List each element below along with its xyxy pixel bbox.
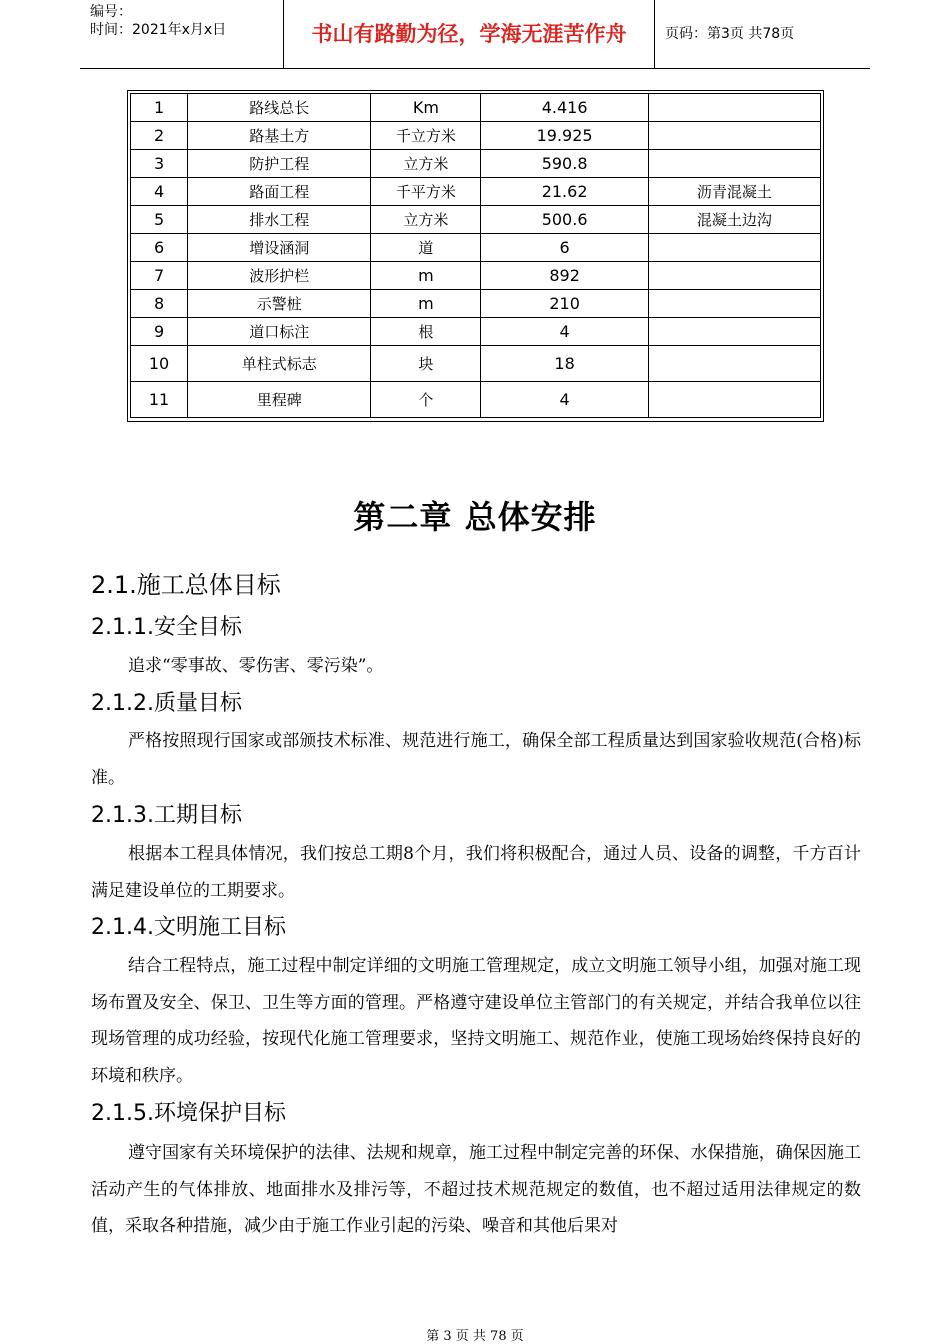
item-name-cell: 里程碑 xyxy=(188,382,371,418)
time-label: 时间：2021年x月x日 xyxy=(90,22,227,38)
page-footer: 第 3 页 共 78 页 xyxy=(426,1329,524,1344)
table-row xyxy=(131,94,821,122)
remark-cell xyxy=(648,150,820,178)
table-row xyxy=(131,262,821,290)
remark-cell xyxy=(648,94,820,122)
quantity-cell: 6 xyxy=(481,234,648,262)
quantity-table-frame xyxy=(127,90,824,422)
remark-cell xyxy=(648,262,820,290)
quantity-cell: 210 xyxy=(481,290,648,318)
paragraph-civilized-construction: 结合工程特点，施工过程中制定详细的文明施工管理规定，成立文明施工领导小组，加强对施工现场布置及安全、保卫、卫生等方面的管理。严格遵守建设单位主管部门的有关规定，并结合我单位以往现场管理的成功经验，按现代化施工管理要求，坚持文明施工、规范作业，使施工现场始终保持良好的环境和秩序。 xyxy=(91,956,861,1086)
quantity-cell: 19.925 xyxy=(481,122,648,150)
remark-cell: 沥青混凝土 xyxy=(648,178,820,206)
unit-cell: m xyxy=(371,290,481,318)
unit-cell: 千平方米 xyxy=(371,178,481,206)
section-heading-2-1-1: 2.1.1.安全目标 xyxy=(91,615,242,640)
unit-cell: 立方米 xyxy=(371,150,481,178)
table-row xyxy=(131,122,821,150)
quantity-table xyxy=(130,93,821,418)
remark-cell xyxy=(648,234,820,262)
quantity-cell: 892 xyxy=(481,262,648,290)
paragraph-quality: 严格按照现行国家或部颁技术标准、规范进行施工，确保全部工程质量达到国家验收规范(合格)标准。 xyxy=(91,731,861,788)
remark-cell xyxy=(648,346,820,382)
item-name-cell: 波形护栏 xyxy=(188,262,371,290)
remark-cell xyxy=(648,290,820,318)
item-name-cell: 路线总长 xyxy=(188,94,371,122)
row-index-cell: 5 xyxy=(131,206,188,234)
remark-cell xyxy=(648,382,820,418)
section-heading-2-1-4: 2.1.4.文明施工目标 xyxy=(91,915,286,940)
table-row xyxy=(131,318,821,346)
row-index-cell: 2 xyxy=(131,122,188,150)
unit-cell: Km xyxy=(371,94,481,122)
unit-cell: 千立方米 xyxy=(371,122,481,150)
row-index-cell: 7 xyxy=(131,262,188,290)
header-page-label: 页码：第3页 共78页 xyxy=(665,26,795,42)
table-row xyxy=(131,234,821,262)
quantity-cell: 18 xyxy=(481,346,648,382)
unit-cell: 根 xyxy=(371,318,481,346)
quantity-cell: 4.416 xyxy=(481,94,648,122)
item-name-cell: 路面工程 xyxy=(188,178,371,206)
row-index-cell: 10 xyxy=(131,346,188,382)
remark-cell xyxy=(648,122,820,150)
row-index-cell: 4 xyxy=(131,178,188,206)
remark-cell xyxy=(648,318,820,346)
unit-cell: 块 xyxy=(371,346,481,382)
item-name-cell: 防护工程 xyxy=(188,150,371,178)
row-index-cell: 1 xyxy=(131,94,188,122)
item-name-cell: 增设涵洞 xyxy=(188,234,371,262)
remark-cell: 混凝土边沟 xyxy=(648,206,820,234)
unit-cell: 立方米 xyxy=(371,206,481,234)
section-heading-2-1-2: 2.1.2.质量目标 xyxy=(91,691,242,716)
section-heading-2-1-5: 2.1.5.环境保护目标 xyxy=(91,1101,286,1126)
table-row xyxy=(131,178,821,206)
unit-cell: m xyxy=(371,262,481,290)
number-label: 编号： xyxy=(90,4,132,20)
row-index-cell: 3 xyxy=(131,150,188,178)
table-row xyxy=(131,150,821,178)
chapter-title: 第二章 总体安排 xyxy=(353,498,597,536)
section-heading-2-1: 2.1.施工总体目标 xyxy=(91,571,281,599)
quantity-cell: 4 xyxy=(481,382,648,418)
item-name-cell: 示警桩 xyxy=(188,290,371,318)
unit-cell: 个 xyxy=(371,382,481,418)
item-name-cell: 路基土方 xyxy=(188,122,371,150)
paragraph-environment: 遵守国家有关环境保护的法律、法规和规章，施工过程中制定完善的环保、水保措施，确保因施工活动产生的气体排放、地面排水及排污等，不超过技术规范规定的数值，也不超过适用法律规定的数值，采取各种措施，减少由于施工作业引起的污染、噪音和其他后果对 xyxy=(91,1143,861,1236)
row-index-cell: 9 xyxy=(131,318,188,346)
table-row xyxy=(131,346,821,382)
paragraph-safety: 追求“零事故、零伤害、零污染”。 xyxy=(128,656,384,676)
item-name-cell: 单柱式标志 xyxy=(188,346,371,382)
quantity-cell: 21.62 xyxy=(481,178,648,206)
table-row xyxy=(131,290,821,318)
header-motto: 书山有路勤为径，学海无涯苦作舟 xyxy=(284,0,655,68)
quantity-cell: 4 xyxy=(481,318,648,346)
row-index-cell: 6 xyxy=(131,234,188,262)
item-name-cell: 排水工程 xyxy=(188,206,371,234)
header-meta xyxy=(80,0,284,68)
table-row xyxy=(131,382,821,418)
item-name-cell: 道口标注 xyxy=(188,318,371,346)
unit-cell: 道 xyxy=(371,234,481,262)
quantity-cell: 590.8 xyxy=(481,150,648,178)
section-heading-2-1-3: 2.1.3.工期目标 xyxy=(91,803,242,828)
table-row xyxy=(131,206,821,234)
paragraph-schedule: 根据本工程具体情况，我们按总工期8个月，我们将积极配合，通过人员、设备的调整，千方百计满足建设单位的工期要求。 xyxy=(91,844,861,901)
page-header xyxy=(80,0,870,69)
quantity-cell: 500.6 xyxy=(481,206,648,234)
row-index-cell: 11 xyxy=(131,382,188,418)
row-index-cell: 8 xyxy=(131,290,188,318)
